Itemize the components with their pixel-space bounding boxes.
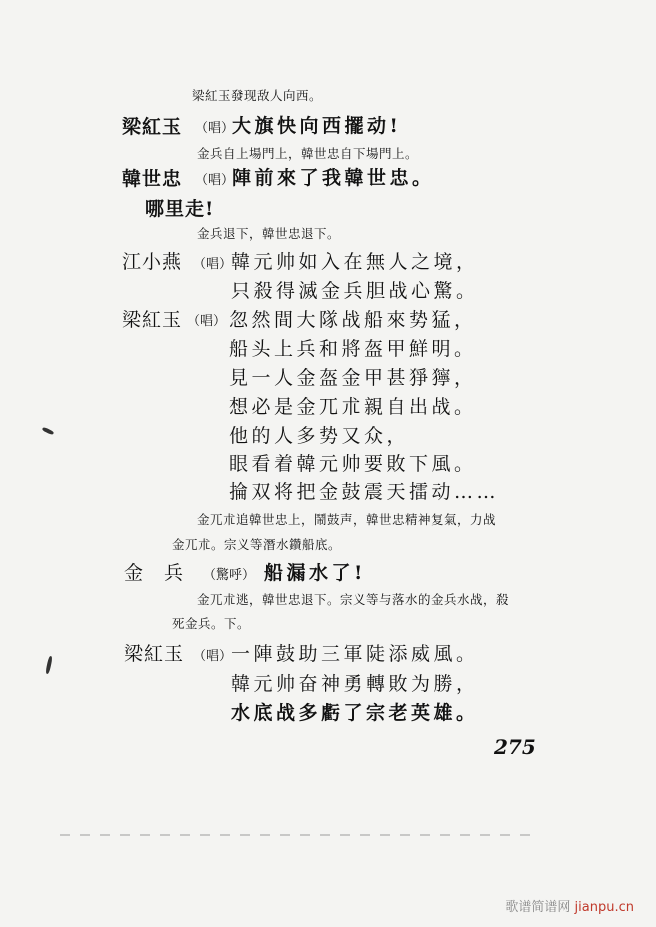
lyric-line: 水底战多虧了宗老英雄。: [231, 702, 479, 724]
sing-marker: （唱）: [195, 121, 235, 136]
lyric-line: 只殺得滅金兵胆战心驚。: [231, 280, 479, 302]
lyric-line: 掄双将把金鼓震天擂动……: [229, 481, 500, 503]
scan-edge-line: [60, 834, 530, 836]
lyric-line: 大旗快向西擺动!: [232, 115, 402, 137]
speaker-name: 金 兵: [124, 562, 185, 584]
scan-mark: [45, 656, 53, 674]
lyric-line: 他的人多势又众，: [229, 425, 410, 447]
stage-direction: 梁紅玉發现敌人向西。: [192, 88, 323, 103]
exclamation-line: 船漏水了!: [264, 562, 366, 584]
sing-marker: （唱）: [187, 314, 227, 329]
lyric-line: 忽然間大隊战船來势猛，: [229, 309, 477, 331]
lyric-line: 船头上兵和將盔甲鮮明。: [229, 338, 477, 360]
watermark-prefix: 歌谱简谱网: [505, 900, 575, 915]
sing-marker: （唱）: [193, 257, 233, 272]
stage-direction: 金兀朮逃，韓世忠退下。宗义等与落水的金兵水战，殺: [197, 592, 510, 607]
sing-marker: （唱）: [193, 649, 233, 664]
stage-direction: 金兀朮。宗义等潛水鑽船底。: [172, 537, 342, 552]
page-number: 275: [494, 735, 536, 759]
stage-direction: 金兵自上場門上，韓世忠自下場門上。: [197, 146, 419, 161]
lyric-line: 韓元帅奋神勇轉敗为勝，: [231, 673, 479, 695]
speaker-name: 梁紅玉: [124, 643, 185, 665]
lyric-line: 想必是金兀朮親自出战。: [229, 396, 477, 418]
speaker-exclamation: 哪里走!: [145, 198, 215, 220]
speaker-name: 梁紅玉: [122, 309, 183, 331]
watermark: [505, 896, 634, 915]
lyric-line: 陣前來了我韓世忠。: [232, 167, 435, 189]
scan-mark: [42, 427, 55, 436]
sing-marker: （唱）: [195, 173, 235, 188]
speaker-name: 韓世忠: [122, 168, 183, 190]
lyric-line: 韓元帅如入在無人之境，: [231, 251, 479, 273]
stage-direction: 金兀朮追韓世忠上，鬧鼓声，韓世忠精神复氣，力战: [197, 512, 497, 527]
lyric-line: 一陣鼓助三軍陡添威風。: [231, 643, 479, 665]
stage-direction: 金兵退下，韓世忠退下。: [197, 226, 341, 241]
stage-direction: 死金兵。下。: [172, 616, 251, 631]
speaker-name: 江小燕: [122, 251, 183, 273]
watermark-site: jianpu.cn: [574, 900, 634, 915]
lyric-line: 眼看着韓元帅要敗下風。: [229, 453, 477, 475]
speaker-name: 梁紅玉: [122, 116, 183, 138]
shout-marker: （驚呼）: [203, 568, 256, 583]
lyric-line: 見一人金盔金甲甚猙獰，: [229, 367, 477, 389]
